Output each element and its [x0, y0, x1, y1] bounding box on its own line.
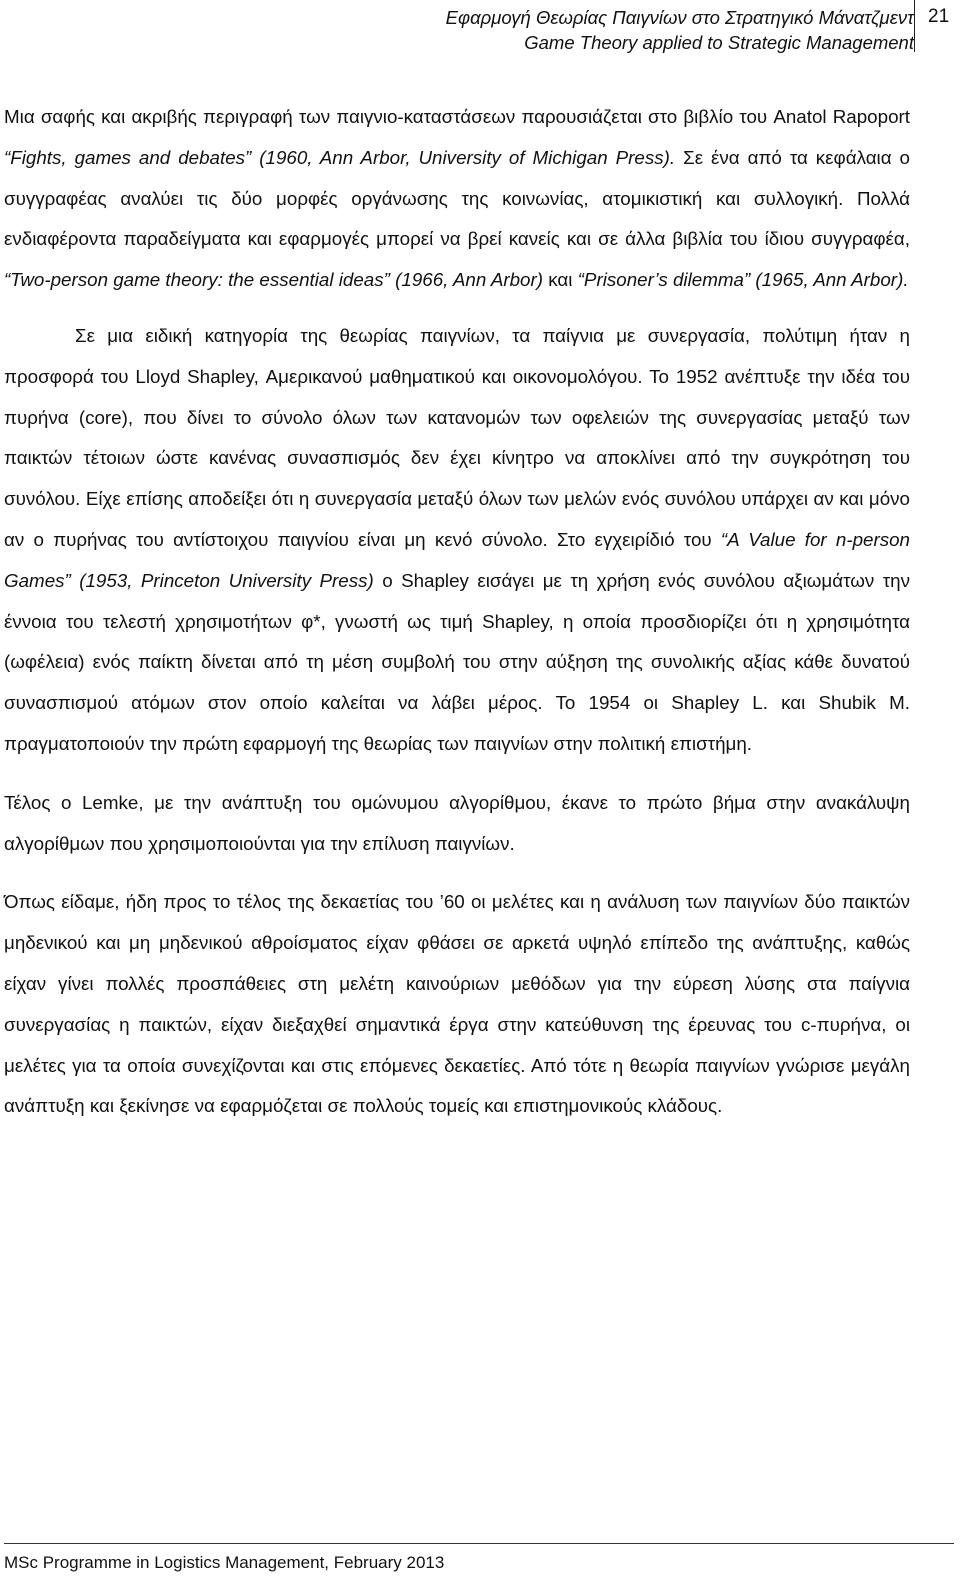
paragraph: [4, 97, 910, 301]
running-title: [446, 5, 914, 55]
page-header: [0, 0, 960, 56]
text-run: ο Shapley εισάγει με τη χρήση ενός συνόλου αξιωμάτων την έννοια του τελεστή χρησιμοτήτων φ*, γνωστή ως τιμή Shapley, η οποία προσδιορίζει ότι η χρησιμότητα (ωφέλεια) ενός παίκτη δίνεται από τη μέση συμβολή του στην αύξηση της συνολικής αξίας κάθε δυνατού συνασπισμού ατόμων στον οποίο καλείται να λάβει μέρος. Το 1954 οι Shapley L. και Shubik M. πραγματοποιούν την πρώτη εφαρμογή της θεωρίας των παιγνίων στην πολιτική επιστήμη.: [4, 569, 910, 754]
citation-title: “Two-person game theory: the essential ideas” (1966, Ann Arbor): [4, 269, 544, 291]
body-text: [4, 97, 910, 1127]
running-title-english: Game Theory applied to Strategic Management: [524, 32, 914, 53]
text-run: Σε ένα από τα κεφάλαια ο συγγραφέας αναλύει τις δύο μορφές οργάνωσης της κοινωνίας, ατομικιστική και συλλογική. Πολλά ενδιαφέροντα παραδείγματα και εφαρμογές μπορεί να βρεί κανείς και σε άλλα βιβλία του ίδιου συγγραφέα,: [4, 146, 910, 250]
citation-title: “Fights, games and debates” (1960, Ann Arbor, University of Michigan Press).: [4, 146, 676, 168]
citation-title: “Prisoner’s dilemma” (1965, Ann Arbor).: [577, 269, 909, 291]
text-run: Όπως είδαμε, ήδη προς το τέλος της δεκαετίας του ’60 οι μελέτες και η ανάλυση των παιγνίων δύο παικτών μηδενικού και μη μηδενικού αθροίσματος είχαν φθάσει σε αρκετά υψηλό επίπεδο της ανάπτυξης, καθώς είχαν γίνει πολλές προσπάθειες στη μελέτη καινούριων μεθόδων για την εύρεση λύσης στα παίγνια συνεργασίας η παικτών, είχαν διεξαχθεί σημαντικά έργα στην κατεύθυνση της έρευνας του c-πυρήνα, οι μελέτες για τα οποία συνεχίζονται και στις επόμενες δεκαετίες. Από τότε η θεωρία παιγνίων γνώρισε μεγάλη ανάπτυξη και ξεκίνησε να εφαρμόζεται σε πολλούς τομείς και επιστημονικούς κλάδους.: [4, 891, 910, 1117]
paragraph: [4, 316, 910, 765]
text-run: και: [543, 269, 578, 291]
page-footer: MSc Programme in Logistics Management, February 2013: [4, 1553, 445, 1572]
text-run: Σε μια ειδική κατηγορία της θεωρίας παιγνίων, τα παίγνια με συνεργασία, πολύτιμη ήταν η προσφορά του Lloyd Shapley, Αμερικανού μαθηματικού και οικονομολόγου. Το 1952 ανέπτυξε την ιδέα του πυρήνα (core), που δίνει το σύνολο όλων των κατανομών των οφελειών της συνεργασίας μεταξύ των παικτών τέτοιων ώστε κανένας συνασπισμός δεν έχει κίνητρο να αποκλίνει από την συγκρότηση του συνόλου. Είχε επίσης αποδείξει ότι η συνεργασία μεταξύ όλων των μελών ενός συνόλου υπάρχει αν και μόνο αν ο πυρήνας του αντίστοιχου παιγνίου είναι μη κενό σύνολο. Στο εγχειρίδιό του: [4, 324, 910, 550]
running-title-greek: Εφαρμογή Θεωρίας Παιγνίων στο Στρατηγικό Μάνατζμεντ: [445, 7, 914, 28]
paragraph: [4, 882, 910, 1127]
page-number: 21: [928, 6, 950, 27]
footer-divider: [4, 1543, 954, 1544]
text-run: Τέλος ο Lemke, με την ανάπτυξη του ομώνυμου αλγορίθμου, έκανε το πρώτο βήμα στην ανακάλυψη αλγορίθμων που χρησιμοποιούνται για την επίλυση παιγνίων.: [4, 791, 910, 854]
text-run: Μια σαφής και ακριβής περιγραφή των παιγνιο-καταστάσεων παρουσιάζεται στο βιβλίο του Anatol Rapoport: [4, 106, 910, 127]
header-divider: [914, 0, 915, 52]
paragraph: [4, 783, 910, 865]
citation-title: “A Value for n-person Games” (1953, Princeton University Press): [4, 528, 910, 591]
